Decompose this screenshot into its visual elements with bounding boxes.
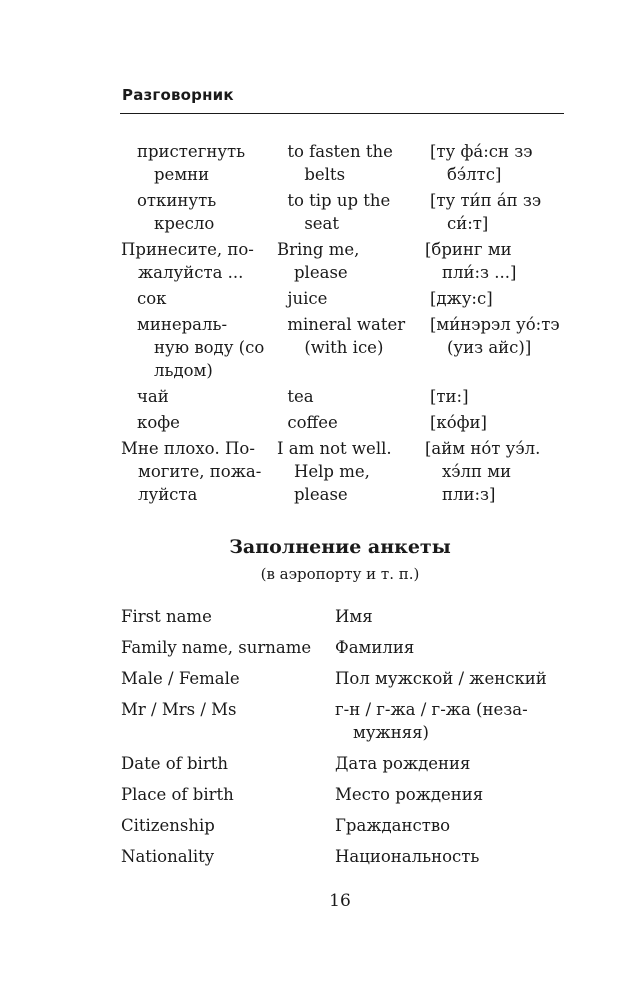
field-russian: [335, 783, 561, 806]
phrase-row: [121, 437, 561, 506]
page-number: 16: [329, 891, 351, 911]
phrase-transcription-line: [ми́нэрэл уо́:тэ: [429, 315, 560, 334]
phrase-english-line: seat: [304, 214, 340, 233]
phrase-row: [121, 287, 561, 310]
phrase-russian: [121, 238, 277, 284]
phrase-russian: [121, 411, 287, 434]
phrase-russian-line: жалуйста ...: [138, 263, 244, 282]
running-header: Разговорник: [122, 86, 234, 104]
form-field-row: [121, 698, 561, 744]
phrase-russian-line: откинуть: [137, 191, 217, 210]
field-russian: [335, 605, 561, 628]
field-russian: [335, 698, 561, 744]
phrase-english-line: juice: [287, 289, 328, 308]
field-russian-line: Дата рождения: [335, 754, 471, 773]
phrase-english: [287, 140, 430, 186]
phrase-english: [287, 287, 430, 310]
field-english: Male / Female: [121, 669, 240, 688]
phrase-english-line: please: [294, 263, 348, 282]
field-english: Nationality: [121, 847, 215, 866]
phrase-transcription: [430, 411, 561, 434]
phrase-english-line: tea: [287, 387, 314, 406]
phrase-russian-line: кофе: [137, 413, 180, 432]
phrase-transcription: [430, 140, 561, 186]
phrase-russian-line: Принесите, по-: [121, 240, 254, 259]
phrase-transcription-line: бэ́лтс]: [446, 165, 502, 184]
phrase-english-line: Bring me,: [277, 240, 360, 259]
phrase-russian-line: кресло: [154, 214, 215, 233]
field-russian-line: мужняя): [353, 723, 429, 742]
field-english: Date of birth: [121, 754, 228, 773]
form-field-row: [121, 845, 561, 868]
phrase-english: [287, 189, 430, 235]
phrase-russian-line: сок: [137, 289, 167, 308]
header-rule: [120, 113, 564, 114]
phrase-transcription-line: [ко́фи]: [429, 413, 487, 432]
phrase-english-line: (with ice): [304, 338, 384, 357]
phrase-row: [121, 238, 561, 284]
phrase-transcription-line: хэ́лп ми: [442, 462, 512, 481]
field-russian: [335, 814, 561, 837]
phrase-transcription-line: [бринг ми: [425, 240, 512, 259]
form-field-row: [121, 752, 561, 775]
phrase-english: [287, 313, 430, 382]
phrase-english-line: mineral water: [287, 315, 406, 334]
phrase-row: [121, 189, 561, 235]
phrase-transcription-line: [джу:с]: [429, 289, 493, 308]
phrase-english-line: I am not well.: [277, 439, 392, 458]
phrase-russian-line: могите, пожа-: [138, 462, 262, 481]
phrase-russian: [121, 437, 277, 506]
field-russian-line: Национальность: [335, 847, 480, 866]
phrase-row: [121, 140, 561, 186]
phrase-russian-line: чай: [137, 387, 169, 406]
field-russian-line: Пол мужской / женский: [335, 669, 547, 688]
phrase-english: [287, 411, 430, 434]
field-russian-line: Место рождения: [335, 785, 484, 804]
field-russian-line: Гражданство: [335, 816, 451, 835]
phrase-russian-line: Мне плохо. По-: [121, 439, 255, 458]
phrase-row: [121, 385, 561, 408]
phrase-table: [121, 140, 561, 509]
field-english: Family name, surname: [121, 638, 312, 657]
phrase-transcription-line: [ту фа́:сн зэ: [429, 142, 533, 161]
phrase-russian-line: пристегнуть: [137, 142, 246, 161]
field-russian: [335, 636, 561, 659]
form-field-table: [121, 605, 561, 876]
phrase-english-line: belts: [304, 165, 346, 184]
phrase-russian-line: луйста: [138, 485, 198, 504]
phrase-russian: [121, 313, 287, 382]
phrase-transcription-line: пли:з]: [442, 485, 496, 504]
field-english: Mr / Mrs / Ms: [121, 700, 237, 719]
phrase-row: [121, 313, 561, 382]
field-russian-line: Имя: [335, 607, 373, 626]
field-english: First name: [121, 607, 212, 626]
phrase-transcription-line: [айм но́т уэ́л.: [425, 439, 541, 458]
phrase-transcription: [425, 437, 561, 506]
phrase-russian-line: льдом): [154, 361, 213, 380]
form-field-row: [121, 667, 561, 690]
phrase-english: [277, 437, 425, 506]
phrase-transcription: [425, 238, 561, 284]
phrase-english-line: Help me,: [294, 462, 370, 481]
form-field-row: [121, 636, 561, 659]
section-subtitle: (в аэропорту и т. п.): [260, 565, 420, 583]
field-russian: [335, 845, 561, 868]
phrase-transcription: [430, 287, 561, 310]
phrase-english-line: coffee: [287, 413, 338, 432]
phrase-transcription: [430, 189, 561, 235]
phrase-russian: [121, 385, 287, 408]
phrase-english: [277, 238, 425, 284]
form-field-row: [121, 814, 561, 837]
phrase-russian: [121, 189, 287, 235]
field-russian-line: Фамилия: [335, 638, 415, 657]
phrase-transcription: [430, 385, 561, 408]
phrase-transcription-line: пли́:з ...]: [442, 263, 517, 282]
phrase-russian-line: ремни: [154, 165, 210, 184]
phrase-english: [287, 385, 430, 408]
phrase-transcription-line: (уиз айс)]: [446, 338, 532, 357]
field-russian-line: г-н / г-жа / г-жа (неза-: [335, 700, 528, 719]
phrase-english-line: to fasten the: [287, 142, 393, 161]
field-russian: [335, 752, 561, 775]
phrase-row: [121, 411, 561, 434]
phrase-russian: [121, 140, 287, 186]
phrase-english-line: please: [294, 485, 348, 504]
phrase-russian-line: ную воду (со: [154, 338, 265, 357]
phrase-english-line: to tip up the: [287, 191, 391, 210]
section-title: Заполнение анкеты: [229, 536, 451, 558]
phrase-transcription: [430, 313, 561, 382]
form-field-row: [121, 783, 561, 806]
phrase-transcription-line: си́:т]: [446, 214, 489, 233]
phrase-russian-line: минераль-: [137, 315, 228, 334]
phrase-transcription-line: [ту ти́п а́п зэ: [429, 191, 542, 210]
field-english: Citizenship: [121, 816, 215, 835]
field-english: Place of birth: [121, 785, 234, 804]
field-russian: [335, 667, 561, 690]
form-field-row: [121, 605, 561, 628]
phrase-transcription-line: [ти:]: [429, 387, 469, 406]
phrase-russian: [121, 287, 287, 310]
